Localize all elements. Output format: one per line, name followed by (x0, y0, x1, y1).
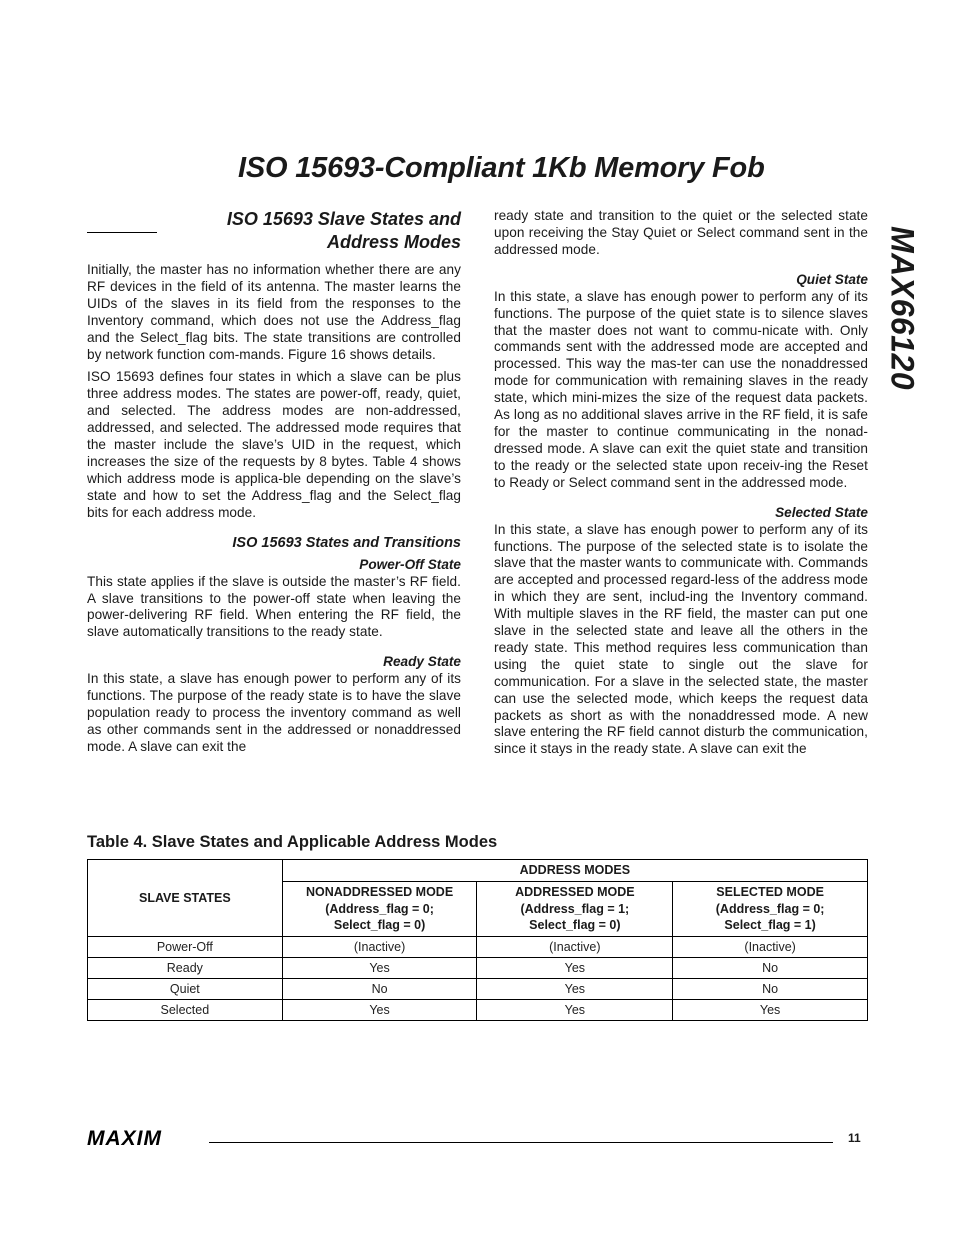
mode-name: ADDRESSED MODE (515, 885, 635, 900)
table-header-row (88, 860, 868, 882)
state-cell: Selected (88, 1000, 283, 1021)
footer-rule (209, 1142, 833, 1143)
mode-flag: Select_flag = 1) (724, 918, 816, 933)
value-cell: Yes (477, 979, 673, 1000)
maxim-logo-text: MAXIM (87, 1128, 162, 1148)
right-column (494, 208, 868, 764)
value-cell: Yes (282, 958, 477, 979)
section-heading: ISO 15693 Slave States and Address Modes (226, 209, 461, 252)
value-cell: No (282, 979, 477, 1000)
state-cell: Ready (88, 958, 283, 979)
value-cell: Yes (282, 1000, 477, 1021)
selected-state-heading: Selected State (775, 504, 868, 520)
mode-name: NONADDRESSED MODE (305, 885, 454, 900)
intro-paragraph-2: ISO 15693 defines four states in which a slave can be plus three address modes. The states are power-off, ready, quiet, and selected. The address modes are non-addressed, addressed, and selected. The addressed mode requires that the master include the slave’s UID in the request, which increases the size of the requests by 8 bytes. Table 4 shows which address mode is applica-ble depending on the slave’s state and how to set the Address_flag and the Select_flag bits for each address mode. (87, 369, 461, 520)
part-number-label (882, 218, 922, 398)
table-row (88, 958, 868, 979)
page-number: 11 (848, 1131, 861, 1145)
slave-states-header: SLAVE STATES (88, 860, 283, 937)
selected-state-paragraph: In this state, a slave has enough power to perform any of its functions. The purpose of the selected state is to isolate the slave that the master wants to communicate with. Commands are accepted and processed regard-less of the address mode in which they are sent, includ-ing the Inventory command. With multiple slaves in the RF field, the master can put one slave in the selected state and leave all the others in the ready state. This method requires less communication than using the quiet state to single out the slave for communication. For a slave in the selected state, the master can use the selected mode, which keeps the request data packets as short as with the nonaddressed mode. A new slave entering the RF field cannot disturb the communication, since it stays in the ready state. A slave can exit the (494, 521, 868, 757)
left-column (87, 208, 461, 762)
value-cell: No (673, 958, 868, 979)
state-cell: Power-Off (88, 937, 283, 958)
mode-flag: (Address_flag = 0; (325, 901, 434, 916)
quiet-state-paragraph: In this state, a slave has enough power to perform any of its functions. The purpose of the quiet state is to silence slaves that the master does not want to commu-nicate with. Only commands sent with the addressed mode are accepted and processed. This way the mas-ter can use the nonaddressed mode for communication with remaining slaves in the ready state, which mini-mizes the size of the request data packets. As long as no additional slaves arrive in the RF field, it is safe for the master to continue communicating in the nonad-dressed mode. A slave can exit the quiet state and transition to the ready or the selected state upon receiv-ing the Reset to Ready or Select command sent in the addressed mode. (494, 288, 868, 490)
table-title: Table 4. Slave States and Applicable Address Modes (87, 833, 498, 851)
section-heading-rule (87, 232, 157, 233)
power-off-paragraph: This state applies if the slave is outside the master’s RF field. A slave transitions to the power-off state when leaving the power-delivering RF field. When entering the RF field, the slave automatically transitions to the ready state. (87, 573, 461, 640)
mode-name: SELECTED MODE (716, 885, 824, 900)
document-title: ISO 15693-Compliant 1Kb Memory Fob (238, 152, 765, 184)
intro-paragraph-1: Initially, the master has no information whether there are any RF devices in the field of its antenna. The master learns the UIDs of the slaves in its field from the responses to the Inventory command, which does not use the Address_flag and the Select_flag bits. The state transitions are controlled by network function com-mands. Figure 16 shows details. (87, 262, 461, 362)
table-row (88, 1000, 868, 1021)
state-cell: Quiet (88, 979, 283, 1000)
value-cell: Yes (477, 1000, 673, 1021)
maxim-logo (87, 1128, 199, 1148)
table-row (88, 979, 868, 1000)
states-transitions-heading: ISO 15693 States and Transitions (232, 534, 461, 551)
value-cell: (Inactive) (282, 937, 477, 958)
mode-flag: (Address_flag = 1; (520, 901, 630, 916)
ready-state-heading: Ready State (383, 654, 461, 670)
mode-flag: Select_flag = 0) (529, 918, 621, 933)
mode-flag: (Address_flag = 0; (715, 901, 825, 916)
nonaddressed-mode-header (282, 882, 477, 937)
value-cell: (Inactive) (673, 937, 868, 958)
value-cell: No (673, 979, 868, 1000)
table-row (88, 937, 868, 958)
mode-flag: Select_flag = 0) (333, 918, 426, 933)
value-cell: Yes (673, 1000, 868, 1021)
address-modes-header: ADDRESS MODES (282, 860, 867, 882)
selected-mode-header (673, 882, 868, 937)
part-number-text: MAX66120 (884, 225, 921, 391)
ready-state-paragraph: In this state, a slave has enough power to perform any of its functions. The purpose of the ready state is to have the slave population ready to process the inventory command as well as other commands sent in the addressed or nonaddressed mode. A slave can exit the (87, 671, 461, 754)
ready-state-continued: ready state and transition to the quiet or the selected state upon receiving the Stay Quiet or Select command sent in the addressed mode. (494, 208, 868, 257)
value-cell: (Inactive) (477, 937, 673, 958)
addressed-mode-header (477, 882, 673, 937)
power-off-heading: Power-Off State (359, 556, 461, 572)
slave-states-table (87, 859, 868, 1021)
value-cell: Yes (477, 958, 673, 979)
section-heading-block (87, 208, 461, 260)
quiet-state-heading: Quiet State (796, 271, 868, 287)
